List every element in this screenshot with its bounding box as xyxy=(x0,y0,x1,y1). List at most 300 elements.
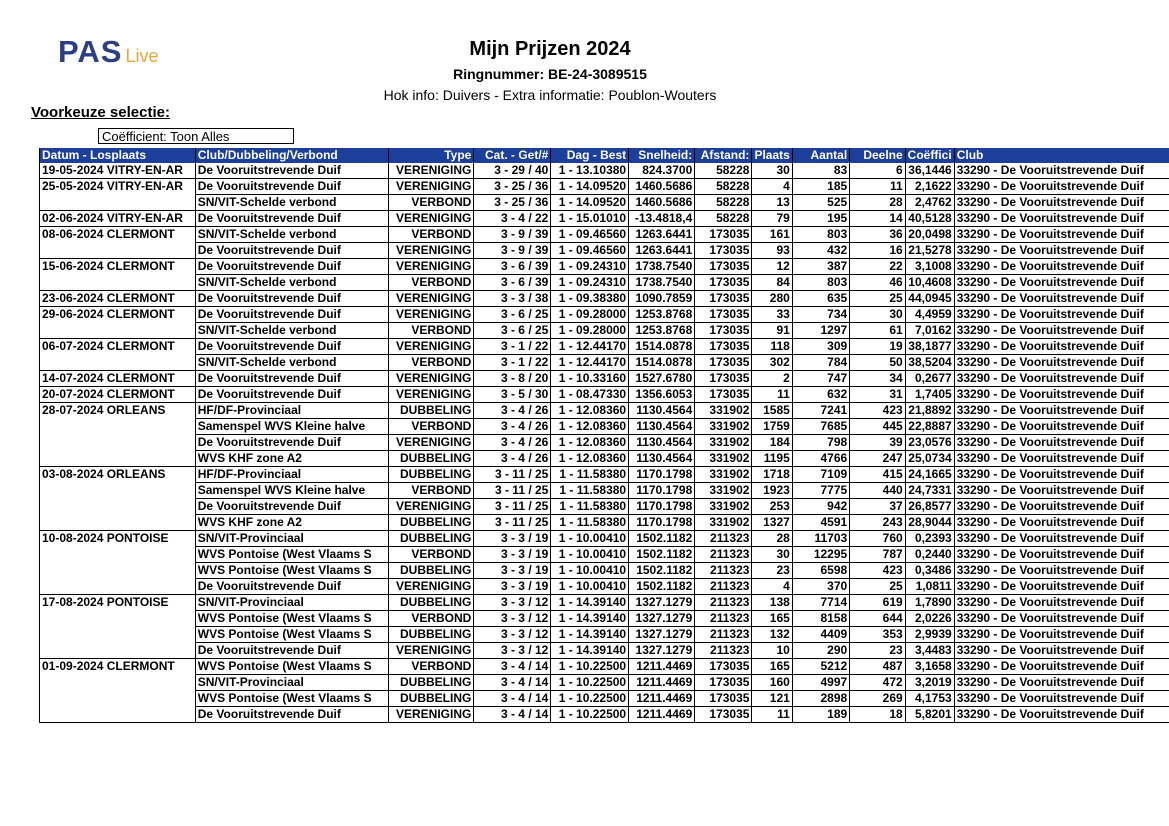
voorkeuze-heading: Voorkeuze selectie: xyxy=(31,104,170,121)
table-cell: 2,4762 xyxy=(905,195,954,211)
table-cell: 33290 - De Vooruitstrevende Duif xyxy=(954,595,1169,611)
table-cell: 211323 xyxy=(695,563,752,579)
table-cell: De Vooruitstrevende Duif xyxy=(195,371,389,387)
table-cell: 25,0734 xyxy=(905,451,954,467)
table-cell: 1130.4564 xyxy=(629,435,695,451)
table-cell: 3 - 4 / 14 xyxy=(474,707,551,723)
table-row xyxy=(40,163,1169,179)
table-cell xyxy=(40,499,196,515)
table-cell: 33 xyxy=(752,307,792,323)
table-cell: 269 xyxy=(850,691,905,707)
table-cell: VERBOND xyxy=(389,355,474,371)
table-cell: 33290 - De Vooruitstrevende Duif xyxy=(954,307,1169,323)
table-cell: DUBBELING xyxy=(389,403,474,419)
table-cell: 28-07-2024 ORLEANS xyxy=(40,403,196,419)
table-row xyxy=(40,627,1169,643)
table-row xyxy=(40,563,1169,579)
table-cell: 31 xyxy=(850,387,905,403)
table-cell xyxy=(40,483,196,499)
column-header: Dag - Best xyxy=(551,148,629,163)
table-cell: 93 xyxy=(752,243,792,259)
table-cell: 1297 xyxy=(792,323,849,339)
table-cell: 3,1658 xyxy=(905,659,954,675)
table-cell: DUBBELING xyxy=(389,595,474,611)
table-cell: VERENIGING xyxy=(389,291,474,307)
table-cell: 525 xyxy=(792,195,849,211)
table-cell: 211323 xyxy=(695,531,752,547)
table-cell: 619 xyxy=(850,595,905,611)
table-cell: 33290 - De Vooruitstrevende Duif xyxy=(954,499,1169,515)
table-row xyxy=(40,259,1169,275)
table-cell: Samenspel WVS Kleine halve xyxy=(195,483,389,499)
table-cell: 1356.6053 xyxy=(629,387,695,403)
table-cell xyxy=(40,275,196,291)
table-cell: 173035 xyxy=(695,691,752,707)
table-cell: 803 xyxy=(792,227,849,243)
table-cell: 1 - 09.38380 xyxy=(551,291,629,307)
table-cell: 28 xyxy=(850,195,905,211)
table-cell: 3 - 6 / 39 xyxy=(474,275,551,291)
table-cell: 84 xyxy=(752,275,792,291)
table-cell: 1130.4564 xyxy=(629,403,695,419)
table-cell: 184 xyxy=(752,435,792,451)
table-cell: 33290 - De Vooruitstrevende Duif xyxy=(954,467,1169,483)
table-cell: 211323 xyxy=(695,579,752,595)
table-cell: 3 - 4 / 14 xyxy=(474,691,551,707)
table-cell: 173035 xyxy=(695,307,752,323)
column-header: Coëffici xyxy=(905,148,954,163)
table-cell: 7109 xyxy=(792,467,849,483)
table-cell: 1 - 13.10380 xyxy=(551,163,629,179)
table-cell: 10,4608 xyxy=(905,275,954,291)
table-cell: 28 xyxy=(752,531,792,547)
table-cell: 3 - 11 / 25 xyxy=(474,499,551,515)
table-cell: SN/VIT-Provinciaal xyxy=(195,531,389,547)
table-cell: VERENIGING xyxy=(389,259,474,275)
table-row xyxy=(40,515,1169,531)
column-header: Plaats xyxy=(752,148,792,163)
table-cell: 33290 - De Vooruitstrevende Duif xyxy=(954,227,1169,243)
table-cell: 33290 - De Vooruitstrevende Duif xyxy=(954,627,1169,643)
table-cell: HF/DF-Provinciaal xyxy=(195,467,389,483)
table-cell: 1738.7540 xyxy=(629,275,695,291)
table-cell: WVS KHF zone A2 xyxy=(195,515,389,531)
table-cell: 747 xyxy=(792,371,849,387)
table-cell: 211323 xyxy=(695,547,752,563)
table-cell xyxy=(40,563,196,579)
table-cell: 11 xyxy=(752,707,792,723)
table-cell: 173035 xyxy=(695,371,752,387)
table-cell: VERBOND xyxy=(389,275,474,291)
table-cell: 34 xyxy=(850,371,905,387)
table-cell: 487 xyxy=(850,659,905,675)
table-cell: 33290 - De Vooruitstrevende Duif xyxy=(954,371,1169,387)
table-cell: 24,1665 xyxy=(905,467,954,483)
table-cell: 3 - 4 / 22 xyxy=(474,211,551,227)
table-cell: 1130.4564 xyxy=(629,419,695,435)
table-cell: WVS Pontoise (West Vlaams S xyxy=(195,691,389,707)
table-cell xyxy=(40,675,196,691)
table-cell: 1514.0878 xyxy=(629,339,695,355)
table-cell xyxy=(40,451,196,467)
table-cell xyxy=(40,435,196,451)
table-cell: 08-06-2024 CLERMONT xyxy=(40,227,196,243)
table-cell: DUBBELING xyxy=(389,531,474,547)
table-cell: VERENIGING xyxy=(389,371,474,387)
table-cell: 1 - 14.39140 xyxy=(551,595,629,611)
table-cell: 331902 xyxy=(695,419,752,435)
table-cell: VERENIGING xyxy=(389,339,474,355)
column-header: Snelheid: xyxy=(629,148,695,163)
table-cell: 33290 - De Vooruitstrevende Duif xyxy=(954,355,1169,371)
table-cell: 161 xyxy=(752,227,792,243)
table-cell: VERENIGING xyxy=(389,307,474,323)
table-row xyxy=(40,675,1169,691)
table-cell: De Vooruitstrevende Duif xyxy=(195,243,389,259)
column-header: Datum - Losplaats xyxy=(40,148,196,163)
table-cell: 33290 - De Vooruitstrevende Duif xyxy=(954,419,1169,435)
table-row xyxy=(40,691,1169,707)
table-cell: 309 xyxy=(792,339,849,355)
table-cell: 36,1446 xyxy=(905,163,954,179)
table-cell: 37 xyxy=(850,499,905,515)
table-cell: 33290 - De Vooruitstrevende Duif xyxy=(954,243,1169,259)
table-cell: VERENIGING xyxy=(389,707,474,723)
table-cell: 3 - 6 / 25 xyxy=(474,307,551,323)
table-cell: 632 xyxy=(792,387,849,403)
table-cell: 3 - 5 / 30 xyxy=(474,387,551,403)
table-cell: 7775 xyxy=(792,483,849,499)
table-cell: 1 - 10.22500 xyxy=(551,675,629,691)
table-cell: 1 - 09.28000 xyxy=(551,323,629,339)
table-cell: VERENIGING xyxy=(389,179,474,195)
table-cell: 2 xyxy=(752,371,792,387)
table-cell: 33290 - De Vooruitstrevende Duif xyxy=(954,275,1169,291)
table-cell: VERBOND xyxy=(389,659,474,675)
table-cell: 33290 - De Vooruitstrevende Duif xyxy=(954,563,1169,579)
table-cell: 1263.6441 xyxy=(629,227,695,243)
table-cell: 1527.6780 xyxy=(629,371,695,387)
table-cell: 36 xyxy=(850,227,905,243)
table-cell: De Vooruitstrevende Duif xyxy=(195,499,389,515)
table-cell: 3 - 6 / 25 xyxy=(474,323,551,339)
table-cell: 11 xyxy=(850,179,905,195)
table-cell: 331902 xyxy=(695,483,752,499)
table-cell: VERBOND xyxy=(389,483,474,499)
column-header: Afstand: xyxy=(695,148,752,163)
table-cell: 1,7890 xyxy=(905,595,954,611)
table-cell: 3 - 4 / 14 xyxy=(474,675,551,691)
table-cell: 824.3700 xyxy=(629,163,695,179)
table-row xyxy=(40,179,1169,195)
table-cell: 3 - 3 / 19 xyxy=(474,547,551,563)
table-cell xyxy=(40,419,196,435)
table-cell: 173035 xyxy=(695,291,752,307)
table-cell: 7241 xyxy=(792,403,849,419)
table-row xyxy=(40,195,1169,211)
table-cell: 46 xyxy=(850,275,905,291)
table-cell: 353 xyxy=(850,627,905,643)
table-cell: 33290 - De Vooruitstrevende Duif xyxy=(954,643,1169,659)
table-cell: 1 - 09.28000 xyxy=(551,307,629,323)
table-cell: 173035 xyxy=(695,243,752,259)
table-cell: 17-08-2024 PONTOISE xyxy=(40,595,196,611)
table-cell: VERENIGING xyxy=(389,163,474,179)
table-cell: 1 - 12.44170 xyxy=(551,355,629,371)
table-cell: DUBBELING xyxy=(389,563,474,579)
table-cell: 50 xyxy=(850,355,905,371)
table-row xyxy=(40,387,1169,403)
table-cell: 3 - 4 / 26 xyxy=(474,451,551,467)
table-cell: 1211.4469 xyxy=(629,707,695,723)
table-cell: DUBBELING xyxy=(389,691,474,707)
table-cell: 1 - 14.39140 xyxy=(551,627,629,643)
table-cell: 635 xyxy=(792,291,849,307)
table-cell: 173035 xyxy=(695,707,752,723)
table-cell: 3 - 3 / 12 xyxy=(474,611,551,627)
logo-sub: Live xyxy=(125,46,159,66)
table-cell: 1502.1182 xyxy=(629,531,695,547)
table-cell: 2,9939 xyxy=(905,627,954,643)
table-cell: 3 - 1 / 22 xyxy=(474,355,551,371)
hok-info: Hok info: Duivers - Extra informatie: Poublon-Wouters xyxy=(383,87,717,103)
table-cell: WVS KHF zone A2 xyxy=(195,451,389,467)
table-cell: De Vooruitstrevende Duif xyxy=(195,179,389,195)
table-cell: 33290 - De Vooruitstrevende Duif xyxy=(954,659,1169,675)
table-cell: 01-09-2024 CLERMONT xyxy=(40,659,196,675)
table-cell: 942 xyxy=(792,499,849,515)
table-cell: 1327 xyxy=(752,515,792,531)
table-cell: 2,1622 xyxy=(905,179,954,195)
table-cell: 195 xyxy=(792,211,849,227)
table-cell: 3,1008 xyxy=(905,259,954,275)
table-cell: 1090.7859 xyxy=(629,291,695,307)
table-cell: 189 xyxy=(792,707,849,723)
table-cell: 387 xyxy=(792,259,849,275)
table-cell: 28,9044 xyxy=(905,515,954,531)
table-cell: 15-06-2024 CLERMONT xyxy=(40,259,196,275)
table-cell: VERENIGING xyxy=(389,499,474,515)
table-cell: 33290 - De Vooruitstrevende Duif xyxy=(954,339,1169,355)
table-cell: 3 - 3 / 12 xyxy=(474,627,551,643)
table-cell: 0,2393 xyxy=(905,531,954,547)
table-cell: 290 xyxy=(792,643,849,659)
table-cell: 1502.1182 xyxy=(629,563,695,579)
table-cell: 25-05-2024 VITRY-EN-AR xyxy=(40,179,196,195)
table-cell: 3 - 3 / 19 xyxy=(474,579,551,595)
table-cell: WVS Pontoise (West Vlaams S xyxy=(195,659,389,675)
table-cell: VERENIGING xyxy=(389,211,474,227)
table-cell: 1460.5686 xyxy=(629,179,695,195)
table-cell: 12295 xyxy=(792,547,849,563)
table-cell: 3 - 1 / 22 xyxy=(474,339,551,355)
logo-main: PAS xyxy=(58,34,123,69)
table-cell: 1 - 11.58380 xyxy=(551,515,629,531)
table-cell: 10-08-2024 PONTOISE xyxy=(40,531,196,547)
table-cell: 1170.1798 xyxy=(629,467,695,483)
column-header: Club xyxy=(954,148,1169,163)
table-cell: DUBBELING xyxy=(389,675,474,691)
table-row xyxy=(40,227,1169,243)
table-cell: 1211.4469 xyxy=(629,675,695,691)
table-cell: 21,8892 xyxy=(905,403,954,419)
table-row xyxy=(40,243,1169,259)
table-cell: 33290 - De Vooruitstrevende Duif xyxy=(954,707,1169,723)
table-row xyxy=(40,355,1169,371)
table-cell: 4 xyxy=(752,579,792,595)
table-cell: 173035 xyxy=(695,227,752,243)
table-cell: 798 xyxy=(792,435,849,451)
table-row xyxy=(40,451,1169,467)
table-cell: 3 - 4 / 14 xyxy=(474,659,551,675)
table-cell xyxy=(40,691,196,707)
table-cell: 4 xyxy=(752,179,792,195)
table-cell: VERBOND xyxy=(389,611,474,627)
table-cell: 33290 - De Vooruitstrevende Duif xyxy=(954,691,1169,707)
column-header: Type xyxy=(389,148,474,163)
table-cell: 1170.1798 xyxy=(629,483,695,499)
coefficient-filter[interactable]: Coëfficient: Toon Alles xyxy=(98,128,294,144)
table-cell: 11 xyxy=(752,387,792,403)
table-cell: 3,4483 xyxy=(905,643,954,659)
table-cell: 331902 xyxy=(695,403,752,419)
table-cell: 423 xyxy=(850,403,905,419)
table-cell: 61 xyxy=(850,323,905,339)
table-cell: 1 - 10.00410 xyxy=(551,579,629,595)
table-cell: 21,5278 xyxy=(905,243,954,259)
table-cell: 14-07-2024 CLERMONT xyxy=(40,371,196,387)
table-cell: DUBBELING xyxy=(389,467,474,483)
table-row xyxy=(40,659,1169,675)
table-cell: 30 xyxy=(752,163,792,179)
table-cell: 5212 xyxy=(792,659,849,675)
table-cell: 1 - 12.08360 xyxy=(551,403,629,419)
table-cell xyxy=(40,323,196,339)
table-cell: SN/VIT-Schelde verbond xyxy=(195,355,389,371)
table-cell: 33290 - De Vooruitstrevende Duif xyxy=(954,403,1169,419)
table-row xyxy=(40,323,1169,339)
table-cell: 3 - 3 / 19 xyxy=(474,563,551,579)
table-cell: 26,8577 xyxy=(905,499,954,515)
table-cell: 1327.1279 xyxy=(629,643,695,659)
table-cell: 173035 xyxy=(695,339,752,355)
table-cell: 58228 xyxy=(695,195,752,211)
ring-number: Ringnummer: BE-24-3089515 xyxy=(453,66,647,82)
table-cell: 1585 xyxy=(752,403,792,419)
results-table-wrapper xyxy=(39,148,1169,723)
table-cell: 211323 xyxy=(695,595,752,611)
table-cell xyxy=(40,643,196,659)
table-body xyxy=(40,163,1169,723)
table-row xyxy=(40,435,1169,451)
table-cell: 1 - 12.08360 xyxy=(551,451,629,467)
table-cell: 173035 xyxy=(695,675,752,691)
table-cell: 3 - 4 / 26 xyxy=(474,419,551,435)
table-cell: 12 xyxy=(752,259,792,275)
table-cell: 03-08-2024 ORLEANS xyxy=(40,467,196,483)
table-cell: 25 xyxy=(850,579,905,595)
table-cell: 445 xyxy=(850,419,905,435)
table-cell: Samenspel WVS Kleine halve xyxy=(195,419,389,435)
table-cell: 25 xyxy=(850,291,905,307)
table-cell: 1 - 14.39140 xyxy=(551,611,629,627)
table-cell: 331902 xyxy=(695,451,752,467)
table-cell: 6 xyxy=(850,163,905,179)
table-cell: 3 - 3 / 19 xyxy=(474,531,551,547)
table-cell: 3 - 8 / 20 xyxy=(474,371,551,387)
table-cell: 4591 xyxy=(792,515,849,531)
table-row xyxy=(40,643,1169,659)
table-cell: 243 xyxy=(850,515,905,531)
table-cell: De Vooruitstrevende Duif xyxy=(195,291,389,307)
table-cell: 211323 xyxy=(695,627,752,643)
table-row xyxy=(40,403,1169,419)
table-cell: 2898 xyxy=(792,691,849,707)
table-cell xyxy=(40,515,196,531)
table-cell: 29-06-2024 CLERMONT xyxy=(40,307,196,323)
table-cell: 1 - 10.22500 xyxy=(551,707,629,723)
table-cell: 33290 - De Vooruitstrevende Duif xyxy=(954,547,1169,563)
table-cell: 1 - 12.08360 xyxy=(551,435,629,451)
table-cell: 19-05-2024 VITRY-EN-AR xyxy=(40,163,196,179)
table-cell: 4,1753 xyxy=(905,691,954,707)
table-cell: 18 xyxy=(850,707,905,723)
table-row xyxy=(40,707,1169,723)
table-row xyxy=(40,595,1169,611)
table-cell: 3 - 29 / 40 xyxy=(474,163,551,179)
table-row xyxy=(40,547,1169,563)
table-cell xyxy=(40,611,196,627)
table-cell: HF/DF-Provinciaal xyxy=(195,403,389,419)
table-row xyxy=(40,483,1169,499)
table-cell: 644 xyxy=(850,611,905,627)
table-cell: 4,4959 xyxy=(905,307,954,323)
table-cell: 13 xyxy=(752,195,792,211)
table-cell: 4766 xyxy=(792,451,849,467)
table-cell: 23,0576 xyxy=(905,435,954,451)
table-cell: 33290 - De Vooruitstrevende Duif xyxy=(954,323,1169,339)
table-cell: 3 - 3 / 38 xyxy=(474,291,551,307)
table-cell: 331902 xyxy=(695,435,752,451)
table-cell: De Vooruitstrevende Duif xyxy=(195,387,389,403)
table-cell: 1,7405 xyxy=(905,387,954,403)
table-cell: 1327.1279 xyxy=(629,595,695,611)
table-cell: 33290 - De Vooruitstrevende Duif xyxy=(954,515,1169,531)
table-cell: 6598 xyxy=(792,563,849,579)
table-cell: WVS Pontoise (West Vlaams S xyxy=(195,547,389,563)
table-cell: WVS Pontoise (West Vlaams S xyxy=(195,563,389,579)
table-cell: 06-07-2024 CLERMONT xyxy=(40,339,196,355)
table-cell: 1 - 14.09520 xyxy=(551,179,629,195)
table-cell: 3 - 3 / 12 xyxy=(474,595,551,611)
table-cell: 58228 xyxy=(695,211,752,227)
table-row xyxy=(40,307,1169,323)
table-cell: 440 xyxy=(850,483,905,499)
table-cell: 432 xyxy=(792,243,849,259)
table-cell: 3 - 11 / 25 xyxy=(474,515,551,531)
table-cell xyxy=(40,547,196,563)
table-cell: 83 xyxy=(792,163,849,179)
table-cell: VERENIGING xyxy=(389,435,474,451)
table-cell: 33290 - De Vooruitstrevende Duif xyxy=(954,179,1169,195)
table-cell: 1923 xyxy=(752,483,792,499)
table-cell: 3 - 4 / 26 xyxy=(474,403,551,419)
table-cell: VERBOND xyxy=(389,195,474,211)
table-cell: 1718 xyxy=(752,467,792,483)
table-cell: 33290 - De Vooruitstrevende Duif xyxy=(954,387,1169,403)
table-cell xyxy=(40,355,196,371)
table-cell: DUBBELING xyxy=(389,515,474,531)
